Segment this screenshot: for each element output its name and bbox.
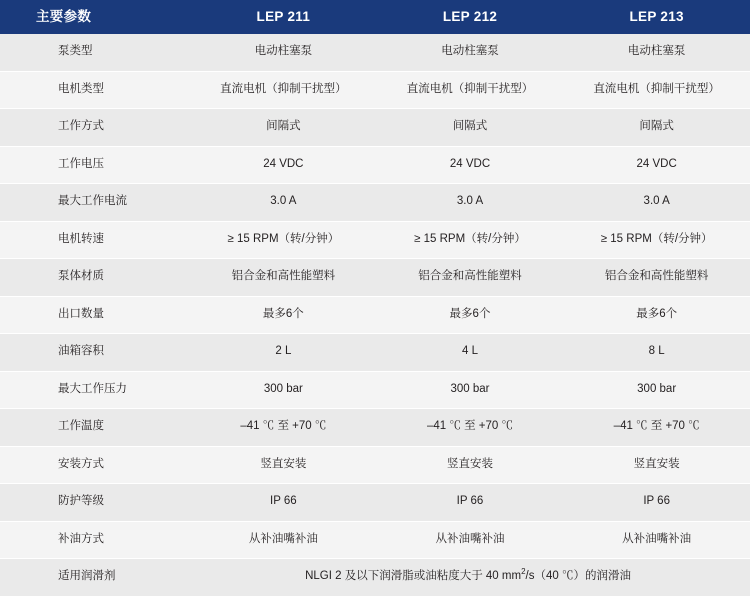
table-header [0,0,750,34]
cell-model-3: 24 VDC [563,146,750,184]
cell-model-2: 竖直安装 [377,446,564,484]
table-row [0,484,750,522]
cell-model-3: 铝合金和高性能塑料 [563,259,750,297]
cell-model-3: 3.0 A [563,184,750,222]
cell-model-1: 300 bar [190,371,377,409]
table-body [0,34,750,596]
cell-model-1: 24 VDC [190,146,377,184]
cell-model-1: 3.0 A [190,184,377,222]
cell-model-1: 从补油嘴补油 [190,521,377,559]
table-row-lubricant [0,559,750,597]
cell-model-1: 电动柱塞泵 [190,34,377,71]
row-label: 电机转速 [0,221,190,259]
cell-model-2: 间隔式 [377,109,564,147]
row-label: 最大工作压力 [0,371,190,409]
row-label: 安装方式 [0,446,190,484]
cell-model-1: 竖直安装 [190,446,377,484]
row-label: 工作电压 [0,146,190,184]
cell-model-2: 直流电机（抑制干扰型） [377,71,564,109]
cell-model-3: IP 66 [563,484,750,522]
table-row [0,446,750,484]
row-label: 出口数量 [0,296,190,334]
cell-model-3: 直流电机（抑制干扰型） [563,71,750,109]
cell-model-2: 24 VDC [377,146,564,184]
table-row [0,296,750,334]
cell-model-3: 最多6个 [563,296,750,334]
column-header-model-1: LEP 211 [190,0,377,34]
row-label: 工作方式 [0,109,190,147]
cell-model-2: 3.0 A [377,184,564,222]
lubricant-superscript: 2 [521,567,526,577]
row-label: 油箱容积 [0,334,190,372]
cell-model-2: 铝合金和高性能塑料 [377,259,564,297]
row-label: 防护等级 [0,484,190,522]
cell-lubricant-spec [190,559,750,597]
cell-model-1: 直流电机（抑制干扰型） [190,71,377,109]
cell-model-3: 电动柱塞泵 [563,34,750,71]
cell-model-2: 300 bar [377,371,564,409]
cell-model-2: 从补油嘴补油 [377,521,564,559]
row-label: 补油方式 [0,521,190,559]
cell-model-1: 最多6个 [190,296,377,334]
table-row [0,371,750,409]
cell-model-3: –41 ℃ 至 +70 ℃ [563,409,750,447]
table-row [0,259,750,297]
cell-model-2: IP 66 [377,484,564,522]
row-label: 工作温度 [0,409,190,447]
lubricant-text-after: /s（40 ℃）的润滑油 [525,570,631,583]
row-label: 适用润滑剂 [0,559,190,597]
cell-model-2: –41 ℃ 至 +70 ℃ [377,409,564,447]
lubricant-text-before: NLGI 2 及以下润滑脂或油粘度大于 40 mm [305,570,522,583]
table-row [0,334,750,372]
cell-model-3: 竖直安装 [563,446,750,484]
cell-model-1: 铝合金和高性能塑料 [190,259,377,297]
cell-model-3: 从补油嘴补油 [563,521,750,559]
cell-model-1: 2 L [190,334,377,372]
cell-model-3: 间隔式 [563,109,750,147]
row-label: 最大工作电流 [0,184,190,222]
cell-model-3: 300 bar [563,371,750,409]
table-row [0,34,750,71]
column-header-model-3: LEP 213 [563,0,750,34]
cell-model-3: ≥ 15 RPM（转/分钟） [563,221,750,259]
cell-model-2: 最多6个 [377,296,564,334]
row-label: 泵类型 [0,34,190,71]
cell-model-1: 间隔式 [190,109,377,147]
table-row [0,521,750,559]
table-row [0,71,750,109]
cell-model-2: 4 L [377,334,564,372]
cell-model-3: 8 L [563,334,750,372]
table-row [0,109,750,147]
cell-model-1: ≥ 15 RPM（转/分钟） [190,221,377,259]
column-header-model-2: LEP 212 [377,0,564,34]
header-row [0,0,750,34]
table-row [0,409,750,447]
cell-model-2: ≥ 15 RPM（转/分钟） [377,221,564,259]
cell-model-1: –41 ℃ 至 +70 ℃ [190,409,377,447]
table-row [0,221,750,259]
cell-model-2: 电动柱塞泵 [377,34,564,71]
cell-model-1: IP 66 [190,484,377,522]
column-header-parameter: 主要参数 [0,0,190,34]
row-label: 电机类型 [0,71,190,109]
table-row [0,184,750,222]
row-label: 泵体材质 [0,259,190,297]
table-row [0,146,750,184]
